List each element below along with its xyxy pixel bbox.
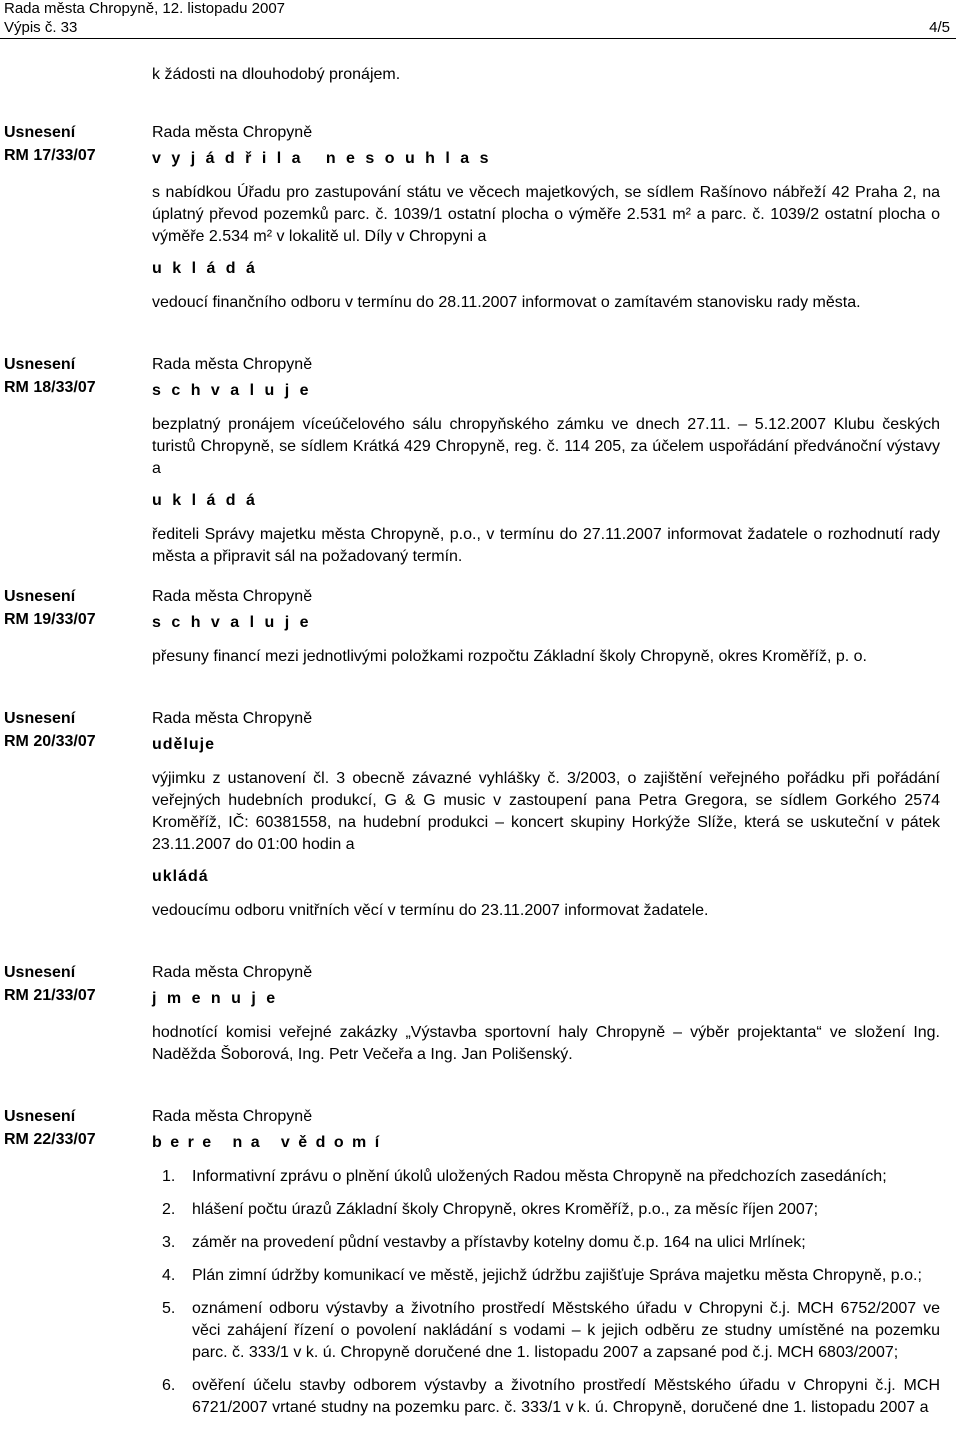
resolution-body [152, 962, 940, 1076]
resolution-number: RM 21/33/07 [4, 987, 96, 1004]
resolution-verb: b e r e n a v ě d o m í [152, 1134, 382, 1151]
resolution-number: RM 18/33/07 [4, 379, 96, 396]
resolution-label [4, 1106, 134, 1151]
header-title: Rada města Chropyně, 12. listopadu 2007 [4, 0, 286, 17]
resolution-text: hodnotící komisi veřejné zakázky „Výstavba sportovní haly Chropyně – výběr projektanta“ ve složení Ing. Naděžda Šoborová, Ing. Petr Večeřa a Ing. Jan Polišenský. [152, 1024, 940, 1063]
resolution-text: přesuny financí mezi jednotlivými položkami rozpočtu Základní školy Chropyně, okres Kroměříž, p. o. [152, 648, 867, 665]
list-item [152, 1375, 940, 1419]
list-item-text: záměr na provedení půdní vestavby a přístavby kotelny domu č.p. 164 na ulici Mrlínek; [192, 1234, 806, 1251]
resolution-verb-2: u k l á d á [152, 492, 258, 509]
resolution-body [152, 1106, 940, 1430]
resolution-body [152, 122, 940, 324]
resolution-label-text: Usnesení [4, 964, 76, 981]
resolution-text: bezplatný pronájem víceúčelového sálu chropyňského zámku ve dnech 27.11. – 5.12.2007 Klubu českých turistů Chropyně, se sídlem Krátká 429 Chropyně, reg. č. 114 205, za účelem uspořádání předvánoční výstavy a [152, 416, 940, 477]
council-name: Rada města Chropyně [152, 124, 313, 141]
resolution-text-2: řediteli Správy majetku města Chropyně, p.o., v termínu do 27.11.2007 informovat žadatele o rozhodnutí rady města a připravit sál na požadovaný termín. [152, 526, 940, 565]
list-item-number: 1. [162, 1168, 176, 1185]
resolution-verb: j m e n u j e [152, 990, 279, 1007]
resolution-text-2: vedoucímu odboru vnitřních věcí v termínu do 23.11.2007 informovat žadatele. [152, 902, 709, 919]
intro-text: k žádosti na dlouhodobý pronájem. [152, 66, 401, 83]
list-item-number: 4. [162, 1267, 176, 1284]
resolution-label [4, 586, 134, 631]
list-item-text: Plán zimní údržby komunikací ve městě, jejichž údržbu zajišťuje Správa majetku města Chropyně, p.o.; [192, 1267, 922, 1284]
council-name: Rada města Chropyně [152, 356, 313, 373]
list-item [152, 1232, 940, 1254]
resolution-verb: v y j á d ř i l a n e s o u h l a s [152, 150, 492, 167]
list-item-number: 3. [162, 1234, 176, 1251]
list-item-number: 5. [162, 1300, 176, 1317]
acknowledged-list [152, 1166, 940, 1419]
list-item-text: Informativní zprávu o plnění úkolů uložených Radou města Chropyně na předchozích zasedáních; [192, 1168, 887, 1185]
resolution-body [152, 586, 940, 678]
resolution-verb: s c h v a l u j e [152, 382, 312, 399]
resolution-label [4, 122, 134, 167]
resolution-body [152, 354, 940, 578]
resolution-number: RM 20/33/07 [4, 733, 96, 750]
council-name: Rada města Chropyně [152, 588, 313, 605]
list-item [152, 1166, 940, 1188]
resolution-text-2: vedoucí finančního odboru v termínu do 28.11.2007 informovat o zamítavém stanovisku rady města. [152, 294, 861, 311]
resolution-number: RM 17/33/07 [4, 147, 96, 164]
resolution-verb-2: ukládá [152, 868, 209, 885]
list-item [152, 1298, 940, 1364]
list-item-text: oznámení odboru výstavby a životního prostředí Městského úřadu v Chropyni č.j. MCH 6752/2007 ve věci zahájení řízení o povolení nakládání s vodami – k jejich odběru ze studny umístěné na pozemku parc. č. 333/1 v k. ú. Chropyně doručené dne 1. listopadu 2007 a zapsané pod č.j. MCH 6803/2007; [192, 1300, 940, 1361]
council-name: Rada města Chropyně [152, 1108, 313, 1125]
resolution-number: RM 19/33/07 [4, 611, 96, 628]
resolution-text: výjimku z ustanovení čl. 3 obecně závazné vyhlášky č. 3/2003, o zajištění veřejného pořádku při pořádání veřejných hudebních produkcí, G & G music v zastoupení pana Petra Gregora, se sídlem Gorkého 2574 Kroměříž, IČ: 60381558, na hudební produkci – koncert skupiny Horkýže Slíže, která se uskuteční v pátek 23.11.2007 do 01:00 hodin a [152, 770, 940, 853]
resolution-verb-2: u k l á d á [152, 260, 258, 277]
resolution-label [4, 962, 134, 1007]
resolution-label-text: Usnesení [4, 588, 76, 605]
resolution-label [4, 354, 134, 399]
list-item-number: 6. [162, 1377, 176, 1394]
list-item [152, 1199, 940, 1221]
resolution-verb: s c h v a l u j e [152, 614, 312, 631]
resolution-verb: uděluje [152, 736, 216, 753]
resolution-label-text: Usnesení [4, 710, 76, 727]
header-divider [0, 38, 956, 39]
page-number: 4/5 [929, 19, 950, 36]
council-name: Rada města Chropyně [152, 964, 313, 981]
resolution-label-text: Usnesení [4, 1108, 76, 1125]
resolution-number: RM 22/33/07 [4, 1131, 96, 1148]
list-item [152, 1265, 940, 1287]
resolution-text: s nabídkou Úřadu pro zastupování státu ve věcech majetkových, se sídlem Rašínovo nábřeží 42 Praha 2, na úplatný převod pozemků parc. č. 1039/1 ostatní plocha o výměře 2.531 m² a parc. č. 1039/2 ostatní plocha o výměře 2.534 m² v lokalitě ul. Díly v Chropyni a [152, 184, 940, 245]
resolution-label-text: Usnesení [4, 124, 76, 141]
resolution-label [4, 708, 134, 753]
list-item-text: ověření účelu stavby odborem výstavby a životního prostředí Městského úřadu v Chropyni č.j. MCH 6721/2007 vrtané studny na pozemku parc. č. 333/1 v k. ú. Chropyně, doručené dne 1. listopadu 2007 a [192, 1377, 940, 1416]
list-item-text: hlášení počtu úrazů Základní školy Chropyně, okres Kroměříž, p.o., za měsíc říjen 2007; [192, 1201, 819, 1218]
list-item-number: 2. [162, 1201, 176, 1218]
resolution-body [152, 708, 940, 932]
resolution-label-text: Usnesení [4, 356, 76, 373]
header-extract-number: Výpis č. 33 [4, 19, 78, 36]
council-name: Rada města Chropyně [152, 710, 313, 727]
